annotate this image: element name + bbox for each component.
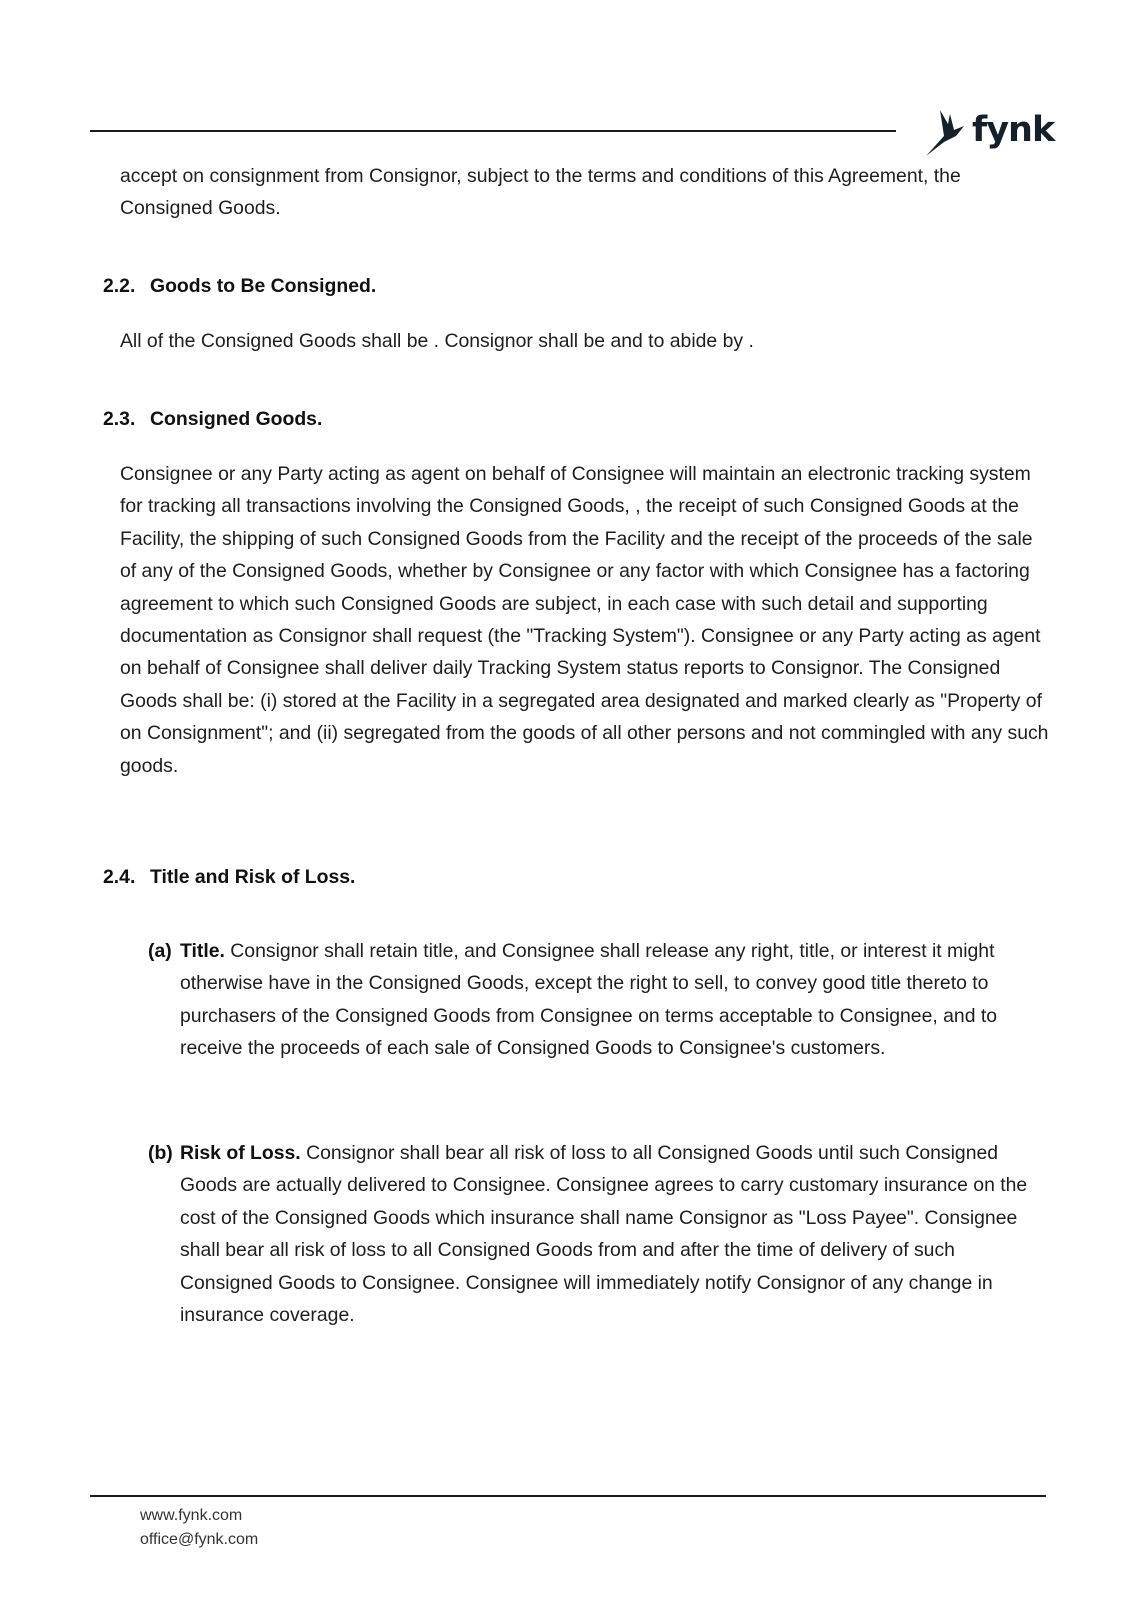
section-2-2-heading bbox=[103, 272, 376, 300]
footer-website-link[interactable]: www.fynk.com bbox=[140, 1507, 243, 1524]
footer-divider bbox=[90, 1495, 1046, 1497]
subsection-lead: Risk of Loss. bbox=[180, 1142, 301, 1164]
brand-logo bbox=[920, 104, 1054, 160]
section-2-3-heading bbox=[103, 405, 322, 433]
subsection-a bbox=[148, 935, 1050, 1065]
section-number: 2.4. bbox=[103, 866, 136, 888]
fynk-bird-icon bbox=[920, 106, 968, 158]
subsection-text: Consignor shall bear all risk of loss to all Consigned Goods until such Consigned Goods are actually delivered to Consignee. Consignee agrees to carry customary insurance on the cost of the Consigned Goods which insurance shall name Consignor as "Loss Payee". Consignee shall bear all risk of loss to all Consigned Goods from and after the time of delivery of such Consigned Goods to Consignee. Consignee will immediately notify Consignor of any change in insurance coverage. bbox=[180, 1142, 1028, 1327]
intro-paragraph: accept on consignment from Consignor, subject to the terms and conditions of this Agreement, the Consigned Goods. bbox=[120, 165, 961, 220]
subsection-marker: (a) bbox=[148, 940, 172, 962]
section-number: 2.3. bbox=[103, 408, 136, 430]
subsection-lead: Title. bbox=[180, 940, 225, 962]
subsection-text: Consignor shall retain title, and Consignee shall release any right, title, or interest it might otherwise have in the Consigned Goods, except the right to sell, to convey good title thereto to purchasers of the Consigned Goods from Consignee on terms acceptable to Consignee, and to receive the proceeds of each sale of Consigned Goods to Consignee's customers. bbox=[180, 940, 998, 1060]
subsection-marker: (b) bbox=[148, 1142, 173, 1164]
section-title: Title and Risk of Loss. bbox=[150, 866, 356, 888]
subsection-b bbox=[148, 1137, 1050, 1331]
section-2-2-text: All of the Consigned Goods shall be . Consignor shall be and to abide by . bbox=[120, 330, 754, 352]
section-2-4-heading bbox=[103, 863, 355, 891]
brand-wordmark: fynk bbox=[972, 110, 1055, 150]
section-2-3-text: Consignee or any Party acting as agent on behalf of Consignee will maintain an electronic tracking system for tracking all transactions involving the Consigned Goods, , the receipt of such Consigned Goods at the Facility, the shipping of such Consigned Goods from the Facility and the receipt of the proceeds of the sale of any of the Consigned Goods, whether by Consignee or any factor with which Consignee has a factoring agreement to which such Consigned Goods are subject, in each case with such detail and supporting documentation as Consignor shall request (the "Tracking System"). Consignee or any Party acting as agent on behalf of Consignee shall deliver daily Tracking System status reports to Consignor. The Consigned Goods shall be: (i) stored at the Facility in a segregated area designated and marked clearly as "Property of on Consignment"; and (ii) segregated from the goods of all other persons and not commingled with any such goods. bbox=[120, 463, 1049, 777]
section-title: Goods to Be Consigned. bbox=[150, 275, 377, 297]
footer-email-link[interactable]: office@fynk.com bbox=[140, 1531, 259, 1548]
section-title: Consigned Goods. bbox=[150, 408, 323, 430]
footer bbox=[140, 1504, 258, 1552]
section-number: 2.2. bbox=[103, 275, 136, 297]
header-divider bbox=[90, 130, 896, 132]
